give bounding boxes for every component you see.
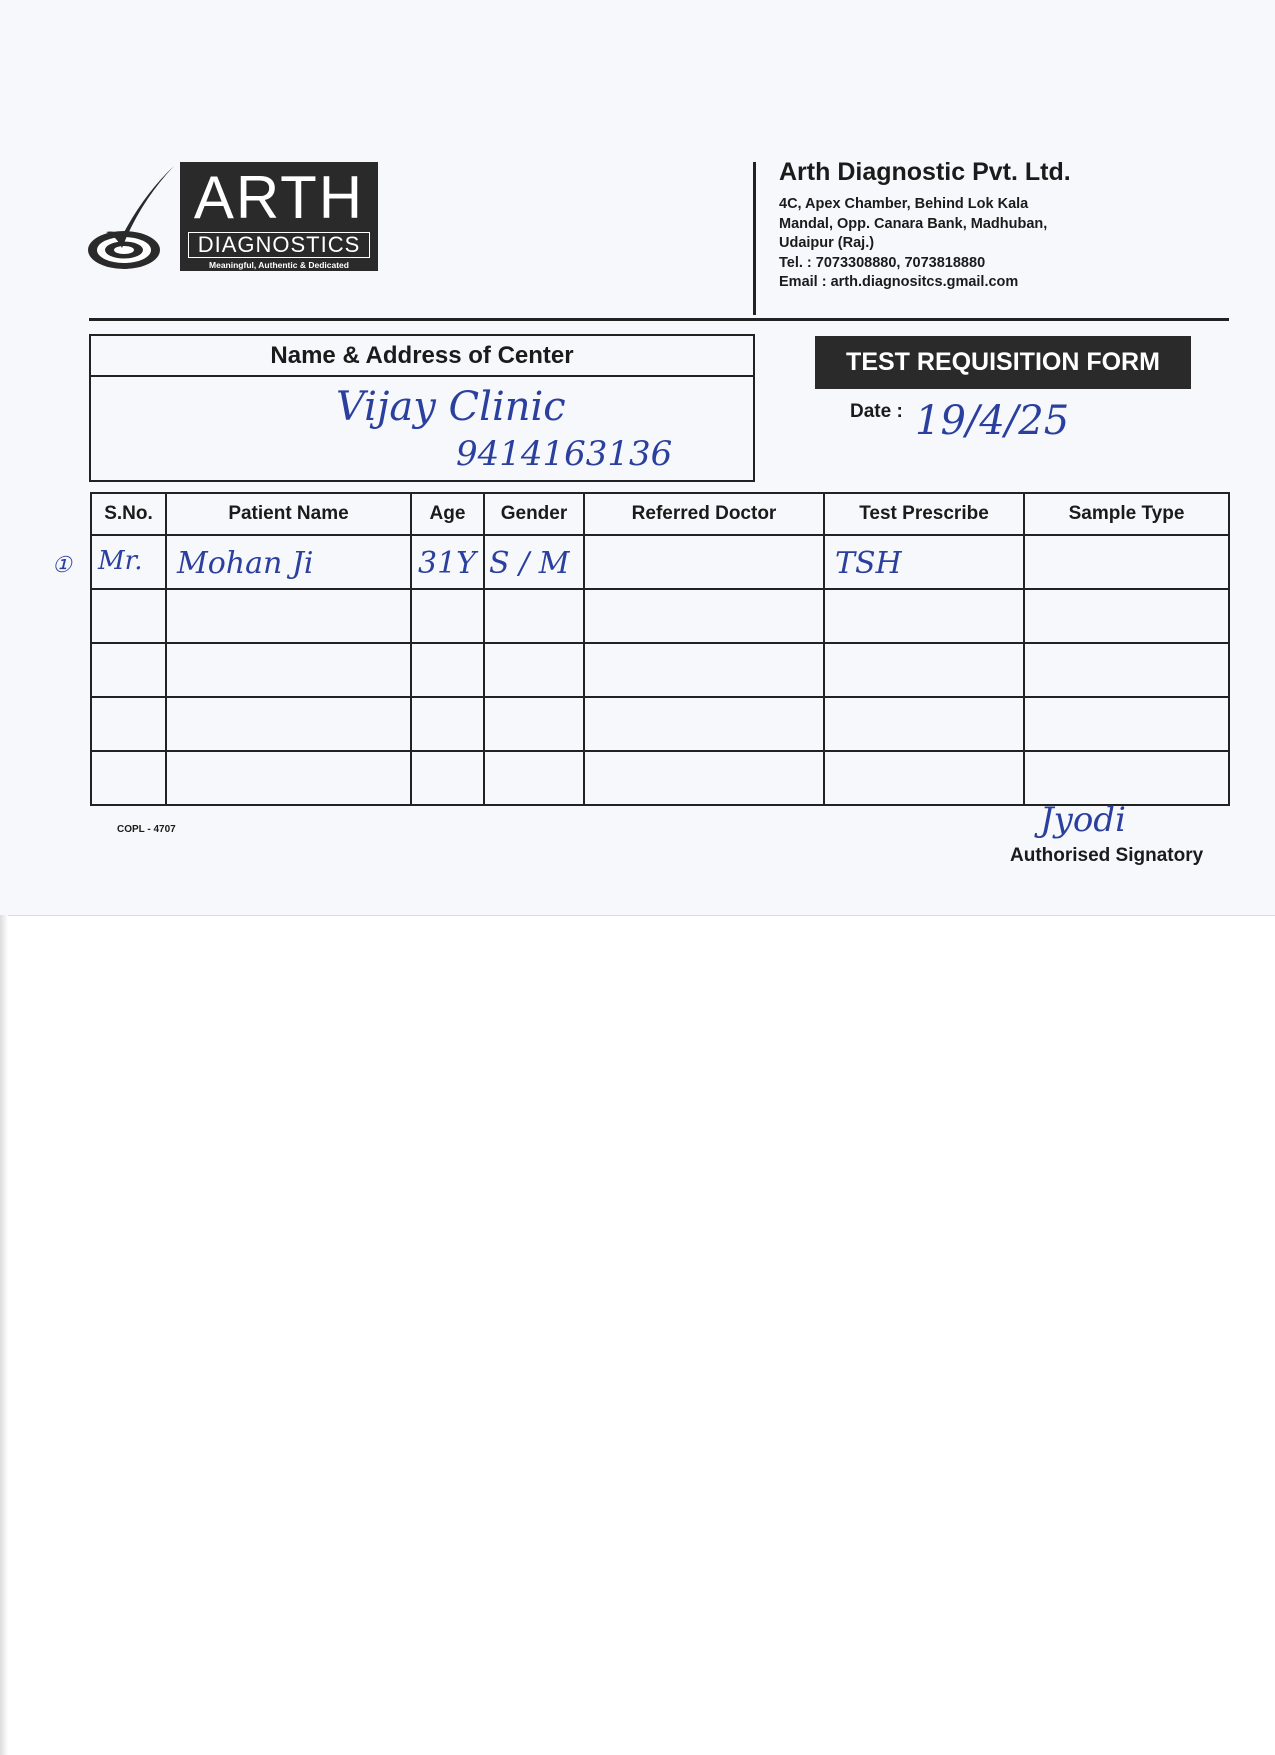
company-name: Arth Diagnostic Pvt. Ltd.	[779, 158, 1071, 186]
cell-gender: S / M	[484, 535, 584, 589]
cell-referred-doctor	[584, 589, 824, 643]
requisition-table	[90, 492, 1230, 806]
cell-test-prescribe	[824, 643, 1024, 697]
address-line-3: Udaipur (Raj.)	[779, 235, 875, 251]
scan-edge	[0, 915, 8, 1755]
cell-sno	[91, 643, 166, 697]
address-line-1: 4C, Apex Chamber, Behind Lok Kala	[779, 196, 1029, 212]
address-line-2: Mandal, Opp. Canara Bank, Madhuban,	[779, 215, 1048, 232]
authorised-signatory-label: Authorised Signatory	[1010, 845, 1204, 866]
cell-gender	[484, 697, 584, 751]
form-title-banner: TEST REQUISITION FORM	[815, 336, 1191, 389]
col-header-age: Age	[411, 493, 484, 535]
cell-age: 31Y	[411, 535, 484, 589]
cell-age	[411, 589, 484, 643]
logo-main-text: ARTH	[193, 164, 365, 231]
col-header-sample-type: Sample Type	[1024, 493, 1229, 535]
cell-sample-type	[1024, 643, 1229, 697]
cell-sno	[91, 751, 166, 805]
form-code: COPL - 4707	[117, 824, 176, 835]
cell-sample-type	[1024, 697, 1229, 751]
cell-gender	[484, 589, 584, 643]
col-header-patient-name: Patient Name	[166, 493, 411, 535]
date-handwritten: 19/4/25	[915, 398, 1070, 444]
table-row	[91, 589, 1229, 643]
cell-gender	[484, 751, 584, 805]
cell-age	[411, 751, 484, 805]
cell-test-prescribe	[824, 751, 1024, 805]
cell-patient-name	[166, 589, 411, 643]
col-header-referred-doctor: Referred Doctor	[584, 493, 824, 535]
cell-patient-name	[166, 643, 411, 697]
logo-sub-text: DIAGNOSTICS	[188, 232, 370, 258]
table-row	[91, 535, 1229, 589]
cell-referred-doctor	[584, 535, 824, 589]
cell-sample-type	[1024, 535, 1229, 589]
company-logo	[88, 162, 378, 272]
logo-wordmark	[180, 162, 378, 271]
cell-sno: Mr.	[91, 535, 166, 589]
cell-sample-type	[1024, 751, 1229, 805]
cell-referred-doctor	[584, 643, 824, 697]
cell-patient-name: Mohan Ji	[166, 535, 411, 589]
date-label: Date :	[850, 401, 903, 422]
col-header-gender: Gender	[484, 493, 584, 535]
table-row	[91, 697, 1229, 751]
company-telephone: Tel. : 7073308880, 7073818880	[779, 254, 986, 271]
header-divider	[753, 162, 756, 315]
cell-sno	[91, 697, 166, 751]
cell-referred-doctor	[584, 697, 824, 751]
logo-tagline: Meaningful, Authentic & Dedicated	[209, 260, 349, 270]
col-header-test-prescribe: Test Prescribe	[824, 493, 1024, 535]
cell-sample-type	[1024, 589, 1229, 643]
cell-test-prescribe	[824, 589, 1024, 643]
row-number-mark: ①	[52, 553, 72, 578]
center-box	[89, 334, 755, 482]
cell-age	[411, 697, 484, 751]
cell-patient-name	[166, 751, 411, 805]
table-row	[91, 751, 1229, 805]
table-row	[91, 643, 1229, 697]
company-info	[779, 158, 1071, 293]
cell-test-prescribe	[824, 697, 1024, 751]
center-title: Name & Address of Center	[91, 336, 753, 377]
cell-sno	[91, 589, 166, 643]
cell-age	[411, 643, 484, 697]
signature-handwritten: Jyodi	[1040, 800, 1126, 840]
cell-referred-doctor	[584, 751, 824, 805]
col-header-sno: S.No.	[91, 493, 166, 535]
target-check-icon	[88, 162, 178, 272]
center-name-handwritten: Vijay Clinic	[336, 384, 566, 430]
cell-patient-name	[166, 697, 411, 751]
center-phone-handwritten: 9414163136	[456, 434, 673, 474]
table-header-row	[91, 493, 1229, 535]
header-rule	[89, 318, 1229, 321]
cell-gender	[484, 643, 584, 697]
company-email: Email : arth.diagnositcs.gmail.com	[779, 274, 1019, 290]
cell-test-prescribe: TSH	[824, 535, 1024, 589]
